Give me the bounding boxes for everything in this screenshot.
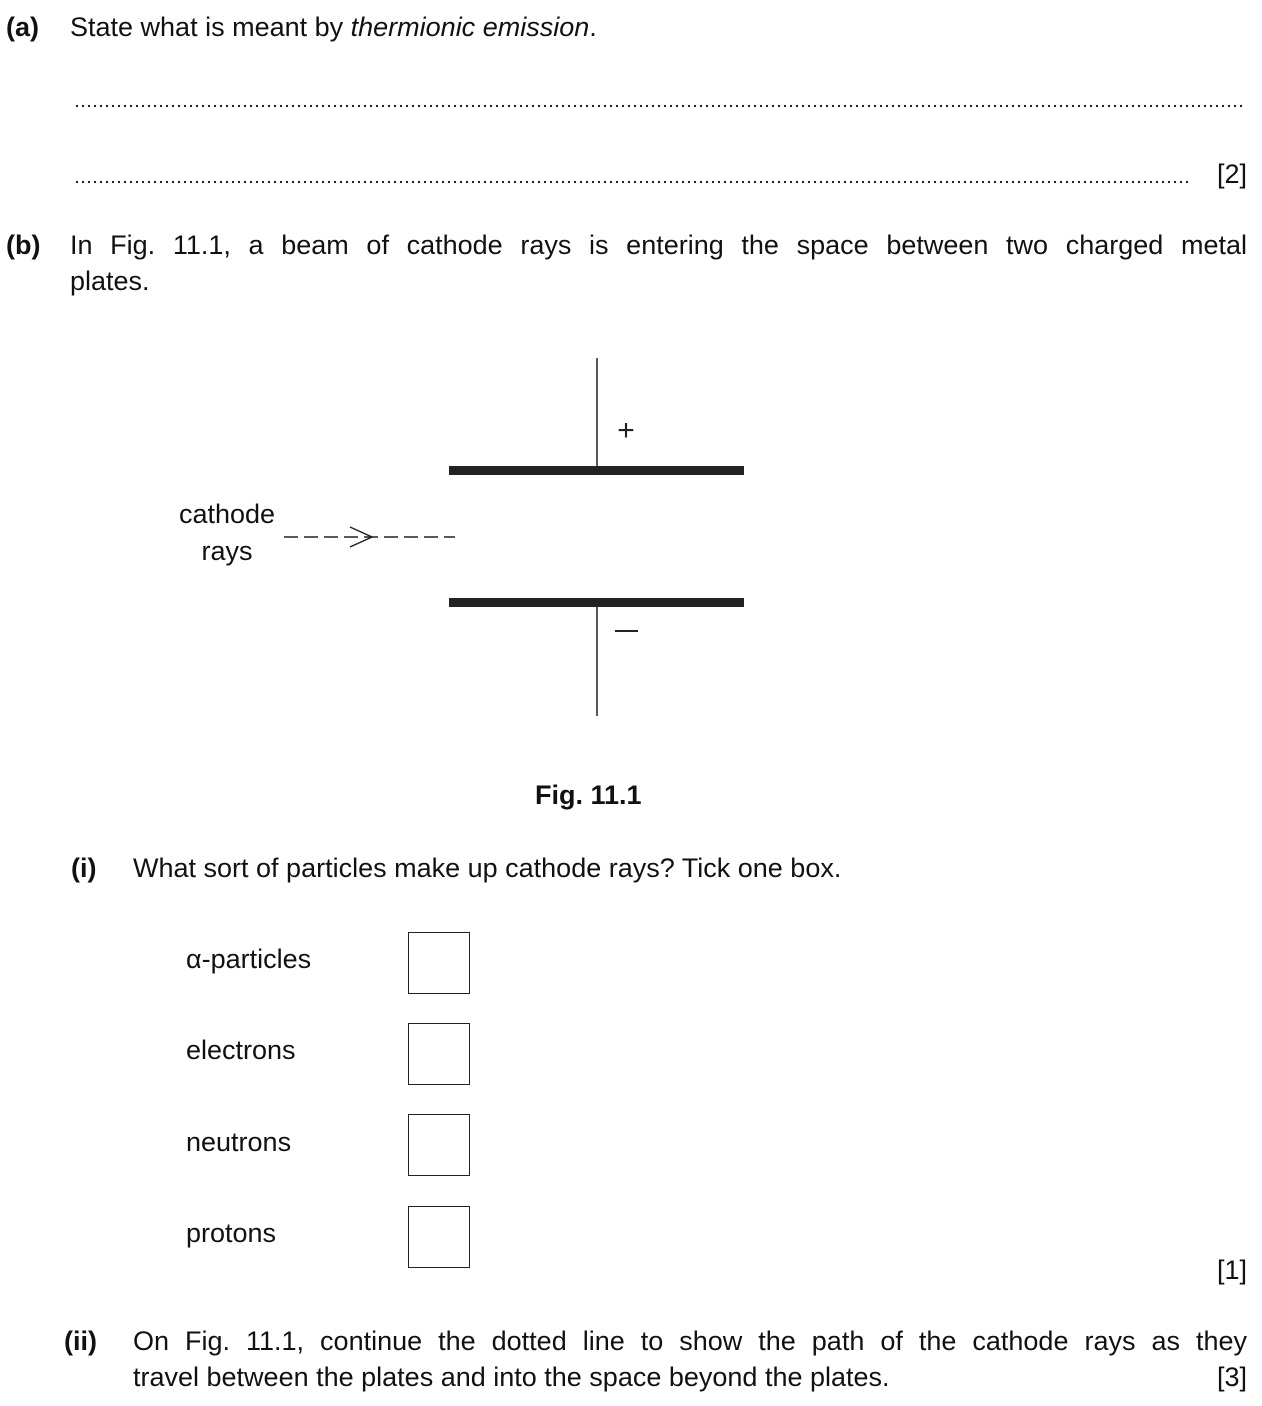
option-alpha-label: α-particles (186, 944, 312, 974)
part-a-text: State what is meant by (70, 12, 351, 42)
part-b-ii-marks: [3] (1216, 1362, 1247, 1392)
negative-plate (449, 598, 744, 607)
option-protons-tickbox[interactable] (408, 1206, 470, 1268)
part-b-intro-line2: plates. (70, 266, 150, 296)
part-b-ii-label: (ii) (64, 1326, 97, 1356)
option-protons-label: protons (186, 1218, 277, 1248)
part-b-i-marks: [1] (1216, 1255, 1247, 1285)
cathode-label-line2: rays (201, 536, 253, 566)
option-electrons-tickbox[interactable] (408, 1023, 470, 1085)
positive-plate (449, 466, 744, 475)
option-neutrons-tickbox[interactable] (408, 1114, 470, 1176)
option-electrons-label: electrons (186, 1035, 296, 1065)
part-a-marks: [2] (1216, 159, 1247, 189)
part-b-i-label: (i) (71, 853, 97, 883)
figure-caption: Fig. 11.1 (535, 780, 642, 810)
option-alpha-tickbox[interactable] (408, 932, 470, 994)
part-b-ii-line1: On Fig. 11.1, continue the dotted line to show the path of the cathode rays as they (133, 1326, 1247, 1356)
plus-sign: + (617, 414, 635, 447)
part-a-period: . (589, 12, 597, 42)
part-b-ii-line2: travel between the plates and into the space beyond the plates. (133, 1362, 890, 1392)
part-a-label: (a) (6, 12, 39, 42)
cathode-label-line1: cathode (178, 499, 276, 529)
part-a-term: thermionic emission (350, 12, 590, 42)
part-b-i-question: What sort of particles make up cathode rays? Tick one box. (133, 853, 842, 883)
option-neutrons-label: neutrons (186, 1127, 292, 1157)
part-b-label: (b) (6, 230, 41, 260)
part-b-intro-line1: In Fig. 11.1, a beam of cathode rays is entering the space between two charged metal (70, 230, 1247, 260)
